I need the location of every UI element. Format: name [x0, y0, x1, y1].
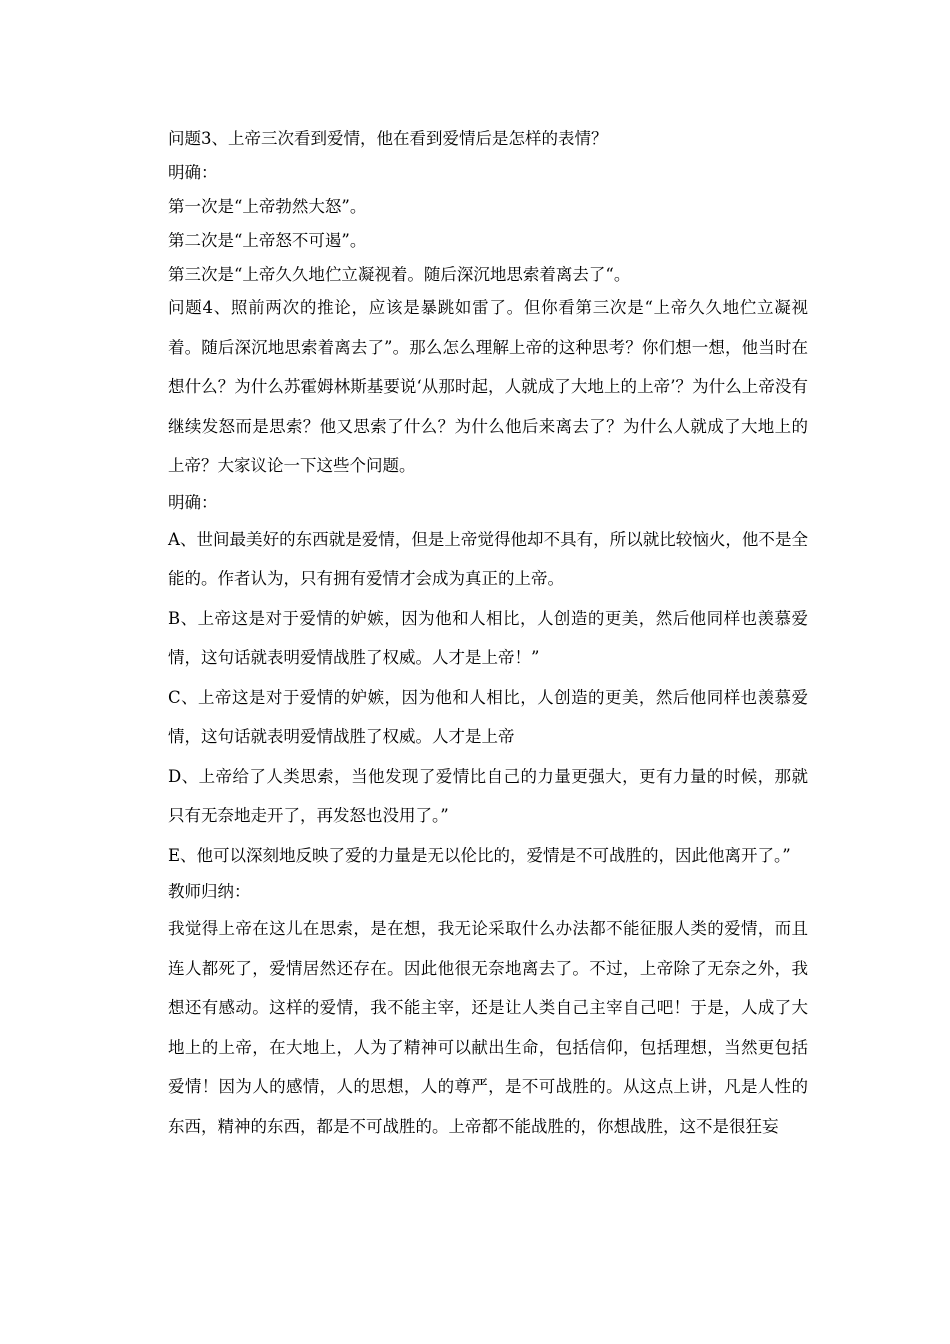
answer-c: C、上帝这是对于爱情的妒嫉，因为他和人相比，人创造的更美，然后他同样也羡慕爱情，这句话就表明爱情战胜了权威。人才是上帝: [168, 687, 808, 746]
document-body: [168, 122, 808, 1146]
answer-d: D、上帝给了人类思索，当他发现了爱情比自己的力量更强大，更有力量的时候，那就只有无奈地走开了，再发怒也没用了。”: [168, 766, 808, 825]
answer-second: 第二次是“上帝怒不可遏”。: [168, 231, 367, 250]
teacher-summary: 我觉得上帝在这儿在思索，是在想，我无论采取什么办法都不能征服人类的爱情，而且连人都死了，爱情居然还存在。因此他很无奈地离去了。不过，上帝除了无奈之外，我想还有感动。这样的爱情，我不能主宰，还是让人类自己主宰自己吧！于是，人成了大地上的上帝，在大地上，人为了精神可以献出生命，包括信仰，包括理想，当然更包括爱情！因为人的感情，人的思想，人的尊严，是不可战胜的。从这点上讲，凡是人性的东西，精神的东西，都是不可战胜的。上帝都不能战胜的，你想战胜，这不是很狂妄: [168, 919, 808, 1136]
answer-e: E、他可以深刻地反映了爱的力量是无以伦比的，爱情是不可战胜的，因此他离开了。”: [168, 845, 791, 865]
answer-b: B、上帝这是对于爱情的妒嫉，因为他和人相比，人创造的更美，然后他同样也羡慕爱情，这句话就表明爱情战胜了权威。人才是上帝！”: [168, 608, 808, 667]
question-4: 问题4、照前两次的推论，应该是暴跳如雷了。但你看第三次是“上帝久久地伫立凝视着。随后深沉地思索着离去了”。那么怎么理解上帝的这种思考？你们想一想，他当时在想什么？为什么苏霍姆林斯基要说‘从那时起，人就成了大地上的上帝’？为什么上帝没有继续发怒而是思索？他又思索了什么？为什么他后来离去了？为什么人就成了大地上的上帝？大家议论一下这些个问题。: [168, 298, 808, 475]
question-3: 问题3、上帝三次看到爱情，他在看到爱情后是怎样的表情？: [168, 129, 608, 148]
answer-a: A、世间最美好的东西就是爱情，但是上帝觉得他却不具有，所以就比较恼火，他不是全能的。作者认为，只有拥有爱情才会成为真正的上帝。: [168, 529, 808, 588]
answer-first: 第一次是“上帝勃然大怒”。: [168, 197, 367, 216]
clarify-label-2: 明确：: [168, 492, 218, 512]
clarify-label-1: 明确：: [168, 163, 218, 182]
teacher-summary-label: 教师归纳：: [168, 882, 251, 901]
answer-third: 第三次是“上帝久久地伫立凝视着。随后深沉地思索着离去了“。: [168, 265, 631, 284]
